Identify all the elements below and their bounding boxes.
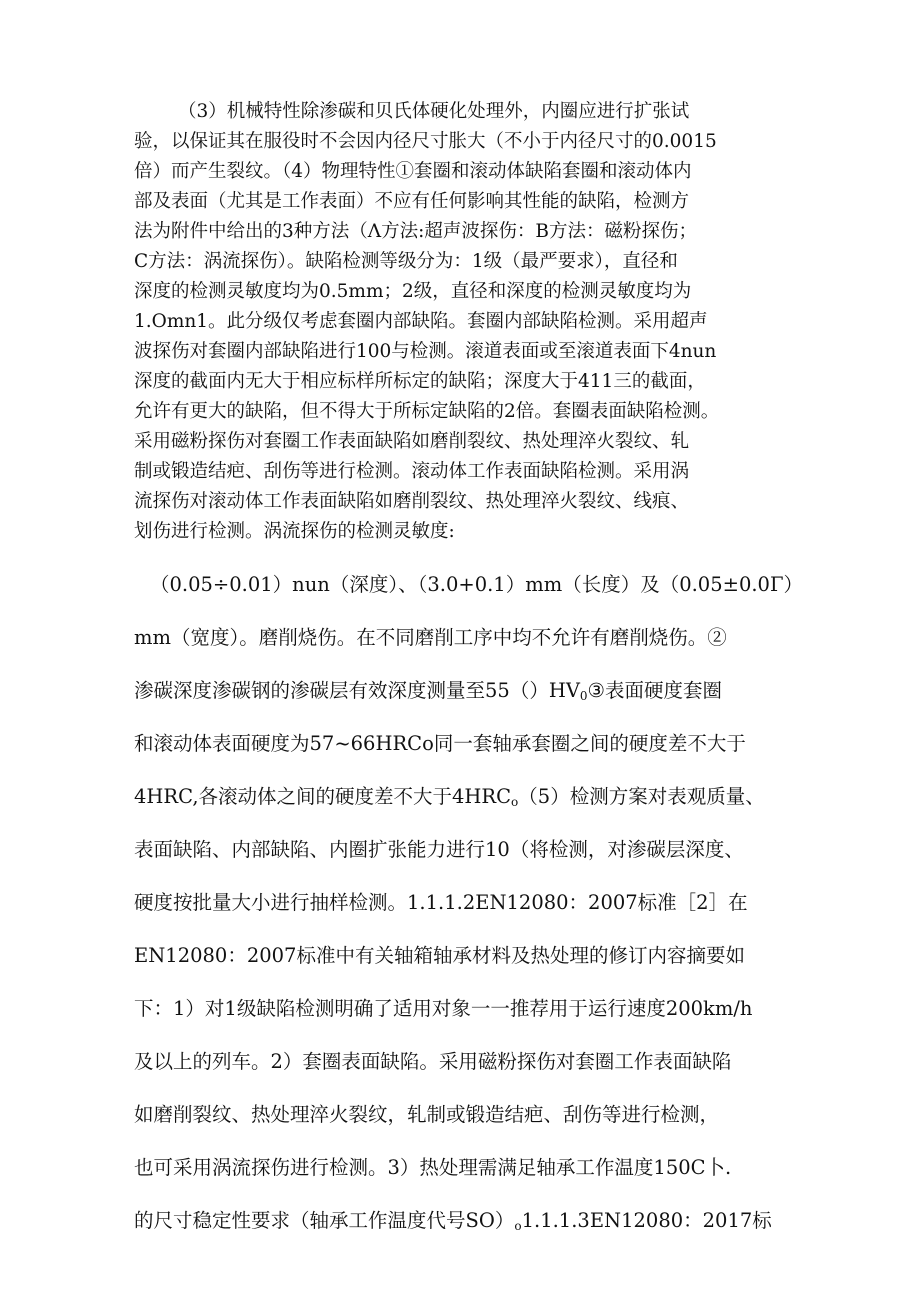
paragraph-line: 下：1）对1级缺陷检测明确了适用对象一一推荐用于运行速度200km/h [134,997,753,1020]
paragraph-line [134,671,722,716]
paragraph-line: 也可采用涡流探伤进行检测。3）热处理需满足轴承工作温度150C卜. [134,1156,732,1179]
text-run: 4HRC,各滚动体之间的硬度差不大于4HRC [134,785,512,808]
paragraph-line: mm（宽度）。磨削烧伤。在不同磨削工序中均不允许有磨削烧伤。② [134,626,727,649]
paragraph-line: 和滚动体表面硬度为57~66HRCo同一套轴承套圈之间的硬度差不大于 [134,732,746,755]
subscript: o [514,1219,522,1233]
paragraph-line: 允许有更大的缺陷，但不得大于所标定缺陷的2倍。套圈表面缺陷检测。 [134,401,720,422]
paragraph-line: C方法：涡流探伤）。缺陷检测等级分为：1级（最严要求），直径和 [134,251,678,272]
paragraph-line: 采用磁粉探伤对套圈工作表面缺陷如磨削裂纹、热处理淬火裂纹、轧 [134,431,690,452]
subscript: 0 [579,689,588,703]
paragraph-line: 1.Omn1。此分级仅考虑套圈内部缺陷。套圈内部缺陷检测。采用超声 [134,311,708,332]
paragraph-line: 流探伤对滚动体工作表面缺陷如磨削裂纹、热处理淬火裂纹、线痕、 [134,491,690,512]
paragraph-line: 如磨削裂纹、热处理淬火裂纹，轧制或锻造结疤、刮伤等进行检测， [134,1103,720,1126]
text-run: ③表面硬度套圈 [587,679,723,702]
paragraph-line: 及以上的列车。2）套圈表面缺陷。采用磁粉探伤对套圈工作表面缺陷 [134,1050,732,1073]
paragraph-line: （3）机械特性除渗碳和贝氏体硬化处理外，内圈应进行扩张试 [178,101,690,122]
subscript: o [511,795,519,809]
paragraph-line [134,777,765,822]
paragraph-line: EN12080：2007标准中有关轴箱轴承材料及热处理的修订内容摘要如 [134,944,745,967]
paragraph-line [134,1201,772,1246]
paragraph-line: 硬度按批量大小进行抽样检测。1.1.1.2EN12080：2007标准［2］在 [134,891,748,914]
paragraph-line: 验，以保证其在服役时不会因内径尺寸胀大（不小于内径尺寸的0.0015 [134,131,717,152]
text-run: 1.1.1.3EN12080：2017标 [521,1209,772,1232]
paragraph-line: 表面缺陷、内部缺陷、内圈扩张能力进行10（将检测，对渗碳层深度、 [134,838,744,861]
paragraph-line: 倍）而产生裂纹。（4）物理特性①套圈和滚动体缺陷套圈和滚动体内 [134,161,692,182]
text-run: 的尺寸稳定性要求（轴承工作温度代号SO） [134,1209,515,1232]
text-run: 渗碳深度渗碳钢的渗碳层有效深度测量至55（）HV [134,679,580,702]
text-run: （5）检测方案对表观质量、 [518,785,765,808]
paragraph-line: 法为附件中给出的3种方法（Λ方法:超声波探伤：B方法：磁粉探伤； [134,221,697,242]
paragraph-line: （0.05÷0.01）nun（深度）、（3.0+0.1）mm（长度）及（0.05±0.0Γ） [150,573,803,596]
paragraph-line: 制或锻造结疤、刮伤等进行检测。滚动体工作表面缺陷检测。采用涡 [134,461,690,482]
paragraph-line: 波探伤对套圈内部缺陷进行100与检测。滚道表面或至滚道表面下4nun [134,341,717,362]
paragraph-line: 深度的检测灵敏度均为0.5mm；2级，直径和深度的检测灵敏度均为 [134,281,692,302]
paragraph-line: 深度的截面内无大于相应标样所标定的缺陷；深度大于411三的截面， [134,371,706,392]
paragraph-line: 划伤进行检测。涡流探伤的检测灵敏度: [134,521,455,542]
paragraph-line: 部及表面（尤其是工作表面）不应有任何影响其性能的缺陷，检测方 [134,191,690,212]
